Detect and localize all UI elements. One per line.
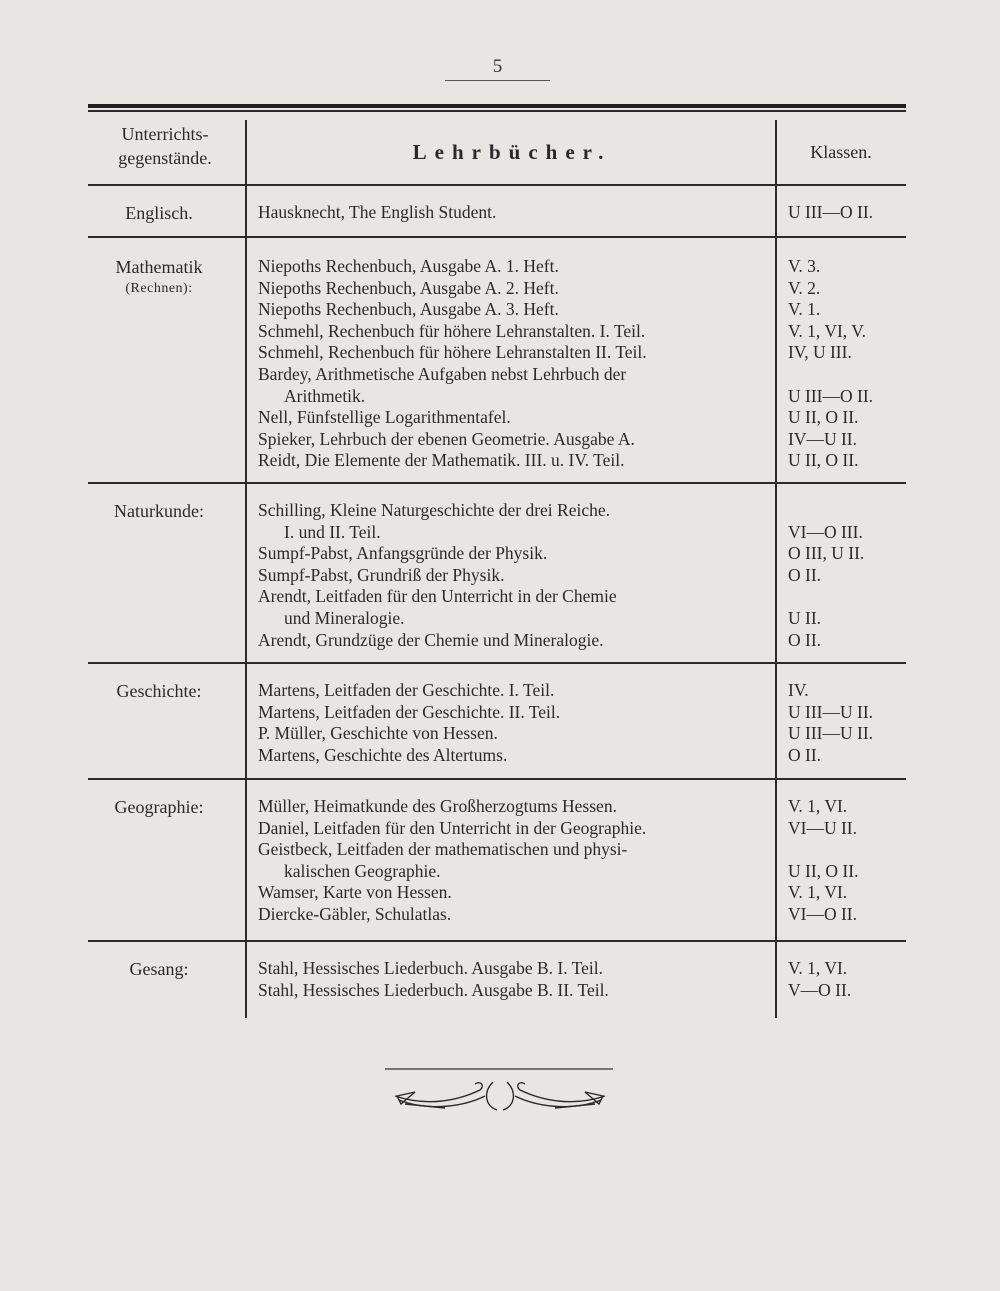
table-row [258,818,908,840]
book-title: Arithmetik. [284,385,366,406]
subject-gesang: Gesang: [129,959,189,979]
class-range: U III—U II. [788,723,874,744]
section-rule [88,236,906,238]
table-row [258,256,908,278]
book-title: Arendt, Leitfaden für den Unterricht in der Chemie [258,586,617,607]
class-range: V. 2. [788,277,821,298]
class-range: V. 1, VI. [788,958,848,978]
book-title: Schmehl, Rechenbuch für höhere Lehranstalten. I. Teil. [258,320,646,341]
class-range: O II. [788,744,822,765]
book-title: und Mineralogie. [284,607,405,628]
table-row [258,429,908,451]
book-title: Niepoths Rechenbuch, Ausgabe A. 1. Heft. [258,256,559,276]
subject-naturkunde: Naturkunde: [114,501,204,521]
table-row [258,630,908,652]
class-range: VI—U II. [788,817,858,838]
class-range: VI—O II. [788,903,858,924]
table-row [258,407,908,429]
book-title: Stahl, Hessisches Liederbuch. Ausgabe B. I. Teil. [258,958,603,978]
table-row [258,586,908,608]
ornament-flourish-icon [385,1066,615,1126]
book-title: Wamser, Karte von Hessen. [258,882,452,903]
section-mathematik-books [258,256,908,472]
table-top-rule-inner [88,110,906,112]
table-row [258,342,908,364]
book-title: Martens, Geschichte des Altertums. [258,744,508,765]
book-title: Arendt, Grundzüge der Chemie und Mineralogie. [258,629,604,650]
table-row [258,980,908,1002]
book-title: Nell, Fünfstellige Logarithmentafel. [258,407,511,428]
subject-geographie: Geographie: [114,797,204,817]
header-subject [90,122,240,170]
table-row [258,861,908,883]
book-title: Niepoths Rechenbuch, Ausgabe A. 3. Heft. [258,299,559,320]
book-title: Schmehl, Rechenbuch für höhere Lehranstalten II. Teil. [258,342,647,363]
section-rule [88,940,906,942]
column-divider-left [245,120,247,1018]
book-title: Müller, Heimatkunde des Großherzogtums Hessen. [258,796,617,816]
book-title: Sumpf-Pabst, Anfangsgründe der Physik. [258,543,548,564]
book-title: Martens, Leitfaden der Geschichte. II. Teil. [258,701,561,722]
book-title: Sumpf-Pabst, Grundriß der Physik. [258,564,505,585]
table-row [258,364,908,386]
class-range: V. 3. [788,256,821,276]
book-title: Reidt, Die Elemente der Mathematik. III. u. IV. Teil. [258,450,625,471]
class-range: VI—O III. [788,521,863,542]
table-row [258,543,908,565]
table-row [258,450,908,472]
table-row [258,904,908,926]
table-row [258,500,908,522]
book-title: kalischen Geographie. [284,860,441,881]
table-row [258,565,908,587]
book-title: Niepoths Rechenbuch, Ausgabe A. 2. Heft. [258,277,559,298]
subject-mathematik-label: Mathematik [115,257,203,277]
class-range: V—O II. [788,979,852,1000]
header-subject-line-2: gegenstände. [118,148,212,168]
table-row [258,386,908,408]
subject-englisch: Englisch. [125,203,193,223]
table-row [258,796,908,818]
class-range: O III, U II. [788,543,865,564]
class-range: U II. [788,607,822,628]
header-books: Lehrbücher. [412,140,612,164]
table-row [258,522,908,544]
class-range: U II, O II. [788,450,859,471]
class-range: V. 1, VI. [788,882,848,903]
book-title: Martens, Leitfaden der Geschichte. I. Teil. [258,680,555,700]
section-naturkunde-books [258,500,908,651]
class-range: U III—O II. [788,385,874,406]
table-row [258,202,908,224]
class-range: V. 1, VI. [788,796,848,816]
section-rule [88,662,906,664]
book-title: Schilling, Kleine Naturgeschichte der drei Reiche. [258,500,610,520]
book-title: Spieker, Lehrbuch der ebenen Geometrie. Ausgabe A. [258,428,635,449]
class-range: U III—U II. [788,701,874,722]
subject-mathematik [84,256,234,300]
table-row [258,958,908,980]
table-row [258,702,908,724]
book-title: Stahl, Hessisches Liederbuch. Ausgabe B. II. Teil. [258,979,609,1000]
book-title: Daniel, Leitfaden für den Unterricht in der Geographie. [258,817,647,838]
class-range: IV. [788,680,809,700]
section-gesang-books [258,958,908,1001]
class-range: V. 1. [788,299,821,320]
table-row [258,321,908,343]
class-range: U II, O II. [788,860,859,881]
table-row [258,278,908,300]
class-range: IV—U II. [788,428,858,449]
subject-mathematik-sub: (Rechnen): [125,281,193,296]
page-number-rule [445,80,550,81]
section-rule [88,184,906,186]
table-row [258,745,908,767]
section-rule [88,482,906,484]
book-title: Diercke-Gäbler, Schulatlas. [258,903,452,924]
page-number: 5 [492,56,503,77]
table-top-rule [88,104,906,108]
subject-geschichte: Geschichte: [116,681,202,701]
class-range: U III—O II. [788,202,874,222]
class-range: V. 1, VI, V. [788,320,866,341]
class-range: O II. [788,629,822,650]
book-title: Hausknecht, The English Student. [258,202,497,222]
book-title: Bardey, Arithmetische Aufgaben nebst Lehrbuch der [258,363,627,384]
table-row [258,299,908,321]
table-row [258,882,908,904]
section-geographie-books [258,796,908,926]
table-row [258,608,908,630]
table-row [258,839,908,861]
book-title: P. Müller, Geschichte von Hessen. [258,723,498,744]
header-classes: Klassen. [810,142,872,162]
header-subject-line-1: Unterrichts- [121,124,209,144]
book-title: I. und II. Teil. [284,521,381,542]
section-geschichte-books [258,680,908,766]
book-title: Geistbeck, Leitfaden der mathematischen und physi- [258,839,628,860]
class-range: U II, O II. [788,407,859,428]
section-rule [88,778,906,780]
class-range: IV, U III. [788,342,852,363]
table-row [258,680,908,702]
table-row [258,723,908,745]
class-range: O II. [788,564,822,585]
section-englisch-books [258,202,908,224]
